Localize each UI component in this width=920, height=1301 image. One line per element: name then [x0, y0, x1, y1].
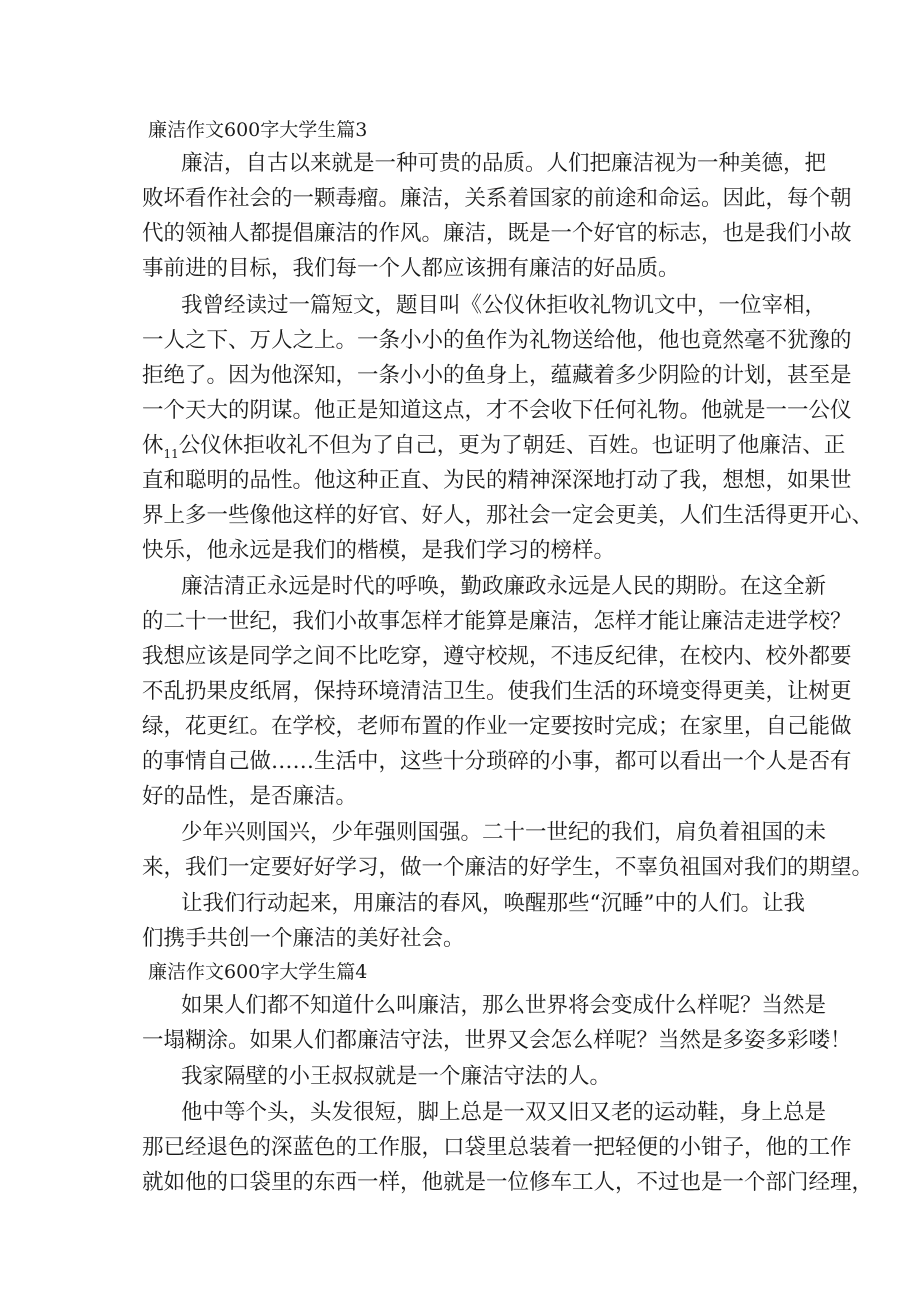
paragraph-line: 如果人们都不知道什么叫廉洁，那么世界将会变成什么样呢？当然是 [181, 993, 827, 1018]
paragraph-line: 就如他的口袋里的东西一样，他就是一位修车工人，不过也是一个部门经理， [142, 1170, 874, 1195]
paragraph-line: 廉洁，自古以来就是一种可贵的品质。人们把廉洁视为一种美德，把 [181, 151, 827, 176]
paragraph-line: 让我们行动起来，用廉洁的春风，唤醒那些“沉睡”中的人们。让我 [181, 891, 805, 916]
paragraph-line: 一塌糊涂。如果人们都廉洁守法，世界又会怎么样呢？当然是多姿多彩喽！ [142, 1028, 852, 1053]
paragraph-line: 来，我们一定要好好学习，做一个廉洁的好学生，不辜负祖国对我们的期望。 [142, 855, 874, 880]
paragraph-line: 的事情自己做……生活中，这些十分琐碎的小事，都可以看出一个人是否有 [142, 749, 852, 774]
paragraph-line: 那已经退色的深蓝色的工作服，口袋里总装着一把轻便的小钳子，他的工作 [142, 1135, 852, 1160]
paragraph-line: 们携手共创一个廉洁的美好社会。 [142, 926, 465, 951]
paragraph-line: 一人之下、万人之上。一条小小的鱼作为礼物送给他，他也竟然毫不犹豫的 [142, 328, 852, 353]
paragraph-line: 我曾经读过一篇短文，题目叫《公仪休拒收礼物讥文中，一位宰相， [181, 293, 827, 318]
section-heading: 廉洁作文600字大学生篇4 [148, 961, 368, 983]
paragraph-line [142, 432, 846, 468]
subscript-mark: 11 [163, 447, 179, 461]
paragraph-line: 拒绝了。因为他深知，一条小小的鱼身上，蕴藏着多少阴险的计划，甚至是 [142, 363, 852, 388]
paragraph-line: 的二十一世纪，我们小故事怎样才能算是廉洁，怎样才能让廉洁走进学校？ [142, 609, 852, 634]
paragraph-line: 败坏看作社会的一颗毒瘤。廉洁，关系着国家的前途和命运。因此，每个朝 [142, 186, 852, 211]
line-prefix: 休 [142, 433, 164, 458]
paragraph-line: 廉洁清正永远是时代的呼唤，勤政廉政永远是人民的期盼。在这全新 [181, 574, 827, 599]
section-heading: 廉洁作文600字大学生篇3 [148, 119, 368, 141]
paragraph-line: 一个天大的阴谋。他正是知道这点，才不会收下任何礼物。他就是一一公仪 [142, 398, 852, 423]
paragraph-line: 我想应该是同学之间不比吃穿，遵守校规，不违反纪律，在校内、校外都要 [142, 644, 852, 669]
paragraph-line: 界上多一些像他这样的好官、好人，那社会一定会更美，人们生活得更开心、 [142, 503, 874, 528]
paragraph-line: 快乐，他永远是我们的楷模，是我们学习的榜样。 [142, 538, 616, 563]
paragraph-line: 代的领袖人都提倡廉洁的作风。廉洁，既是一个好官的标志，也是我们小故 [142, 221, 852, 246]
paragraph-line: 少年兴则国兴，少年强则国强。二十一世纪的我们，肩负着祖国的未 [181, 820, 827, 845]
paragraph-line: 绿，花更红。在学校，老师布置的作业一定要按时完成；在家里，自己能做 [142, 714, 852, 739]
line-rest: 公仪休拒收礼不但为了自己，更为了朝廷、百姓。也证明了他廉洁、正 [178, 433, 846, 458]
paragraph-line: 不乱扔果皮纸屑，保持环境清洁卫生。使我们生活的环境变得更美，让树更 [142, 679, 852, 704]
paragraph-line: 我家隔壁的小王叔叔就是一个廉洁守法的人。 [181, 1064, 612, 1089]
paragraph-line: 事前进的目标，我们每一个人都应该拥有廉洁的好品质。 [142, 256, 680, 281]
paragraph-line: 直和聪明的品性。他这种正直、为民的精神深深地打动了我，想想，如果世 [142, 468, 852, 493]
paragraph-line: 好的品性，是否廉洁。 [142, 784, 358, 809]
paragraph-line: 他中等个头，头发很短，脚上总是一双又旧又老的运动鞋，身上总是 [181, 1100, 827, 1125]
